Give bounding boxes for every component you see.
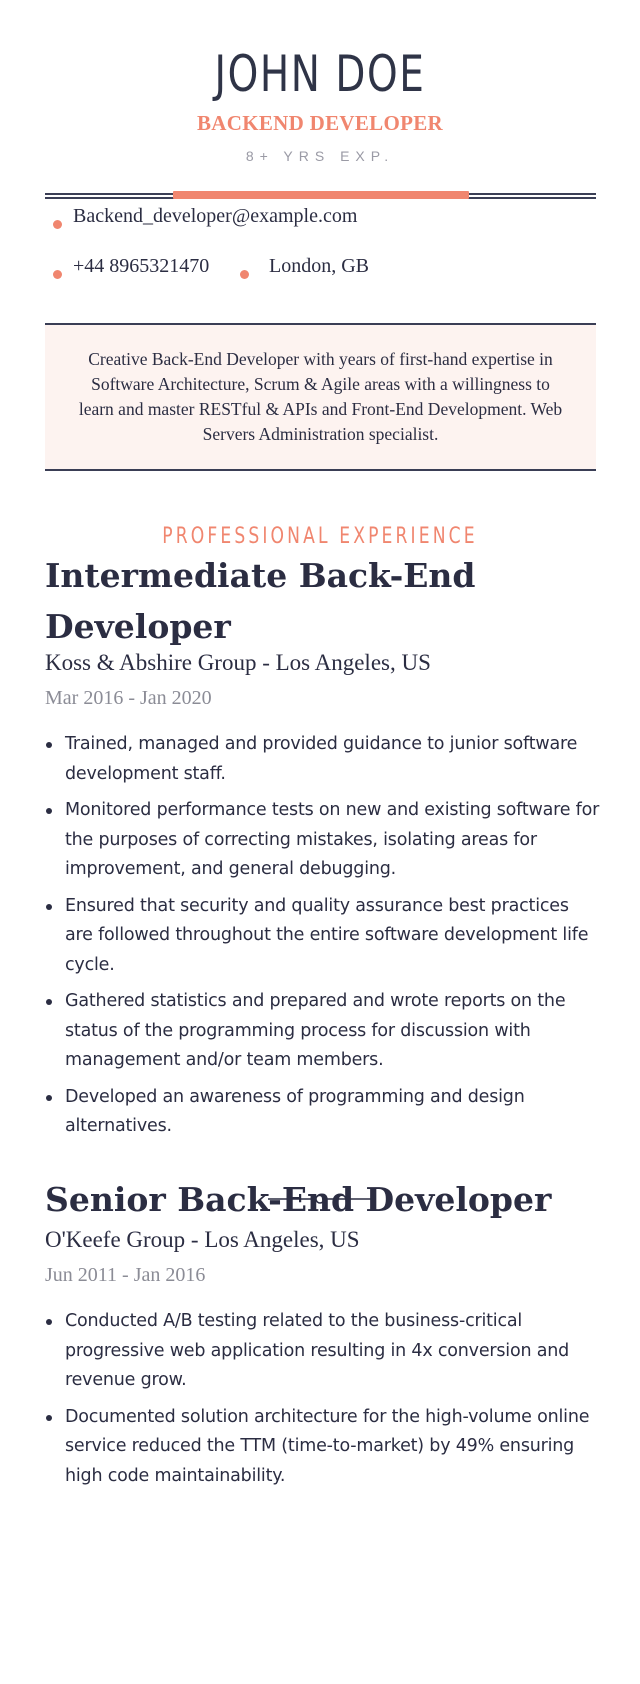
- job-title: Senior Back-End Developer: [45, 1180, 552, 1219]
- list-item: [45, 796, 601, 885]
- bullet-text: Monitored performance tests on new and existing software for the purposes of correcting mistakes, isolating areas for improvement, and general debugging.: [65, 800, 600, 879]
- bullet-icon: [46, 1095, 52, 1101]
- list-item: [45, 730, 601, 789]
- section-title-experience: PROFESSIONAL EXPERIENCE: [162, 524, 478, 549]
- contact-location: London, GB: [269, 255, 369, 277]
- list-item: [45, 1083, 601, 1142]
- summary-text: Creative Back-End Developer with years of first-hand expertise in Software Architecture, Scrum & Agile areas with a willingness to learn and master RESTful & APIs and Front-End Development. Web Servers Administration specialist.: [78, 349, 563, 444]
- bullet-text: Conducted A/B testing related to the business-critical progressive web application resulting in 4x conversion and revenue grow.: [65, 1311, 570, 1390]
- job-title: Intermediate Back-End Developer: [45, 556, 476, 646]
- bullet-icon: [46, 904, 52, 910]
- phone-bullet-icon: [53, 270, 62, 279]
- bullet-text: Documented solution architecture for the high-volume online service reduced the TTM (time-to-market) by 49% ensuring high code maintainability.: [65, 1406, 590, 1486]
- bullet-icon: [46, 1415, 52, 1421]
- contact-email[interactable]: Backend_developer@example.com: [73, 205, 358, 227]
- bullet-icon: [46, 999, 52, 1005]
- list-item: [45, 1403, 601, 1492]
- email-bullet-icon: [53, 220, 62, 229]
- header-accent-bar: [173, 191, 469, 199]
- list-item: [45, 1307, 601, 1396]
- bullet-text: Trained, managed and provided guidance to junior software development staff.: [65, 734, 578, 784]
- job-company: O'Keefe Group - Los Angeles, US: [45, 1227, 360, 1252]
- location-bullet-icon: [240, 270, 249, 279]
- job-company: Koss & Abshire Group - Los Angeles, US: [45, 650, 431, 675]
- bullet-icon: [46, 808, 52, 814]
- bullet-icon: [46, 1319, 52, 1325]
- list-item: [45, 987, 601, 1076]
- summary-box: [45, 323, 596, 471]
- contact-phone[interactable]: +44 8965321470: [73, 255, 210, 277]
- candidate-role: BACKEND DEVELOPER: [196, 111, 444, 135]
- bullet-text: Gathered statistics and prepared and wrote reports on the status of the programming process for discussion with management and/or team members.: [65, 991, 566, 1070]
- bullet-icon: [46, 742, 52, 748]
- bullet-text: Developed an awareness of programming and design alternatives.: [65, 1086, 525, 1136]
- job-dates: Mar 2016 - Jan 2020: [45, 687, 212, 709]
- job-bullet-list: [45, 730, 601, 1149]
- list-item: [45, 892, 601, 981]
- job-dates: Jun 2011 - Jan 2016: [45, 1264, 206, 1286]
- job-bullet-list: [45, 1307, 601, 1498]
- candidate-name: JOHN DOE: [214, 45, 426, 103]
- bullet-text: Ensured that security and quality assurance best practices are followed throughout the entire software development life cycle.: [65, 895, 589, 975]
- years-experience: 8+ YRS EXP.: [245, 148, 395, 164]
